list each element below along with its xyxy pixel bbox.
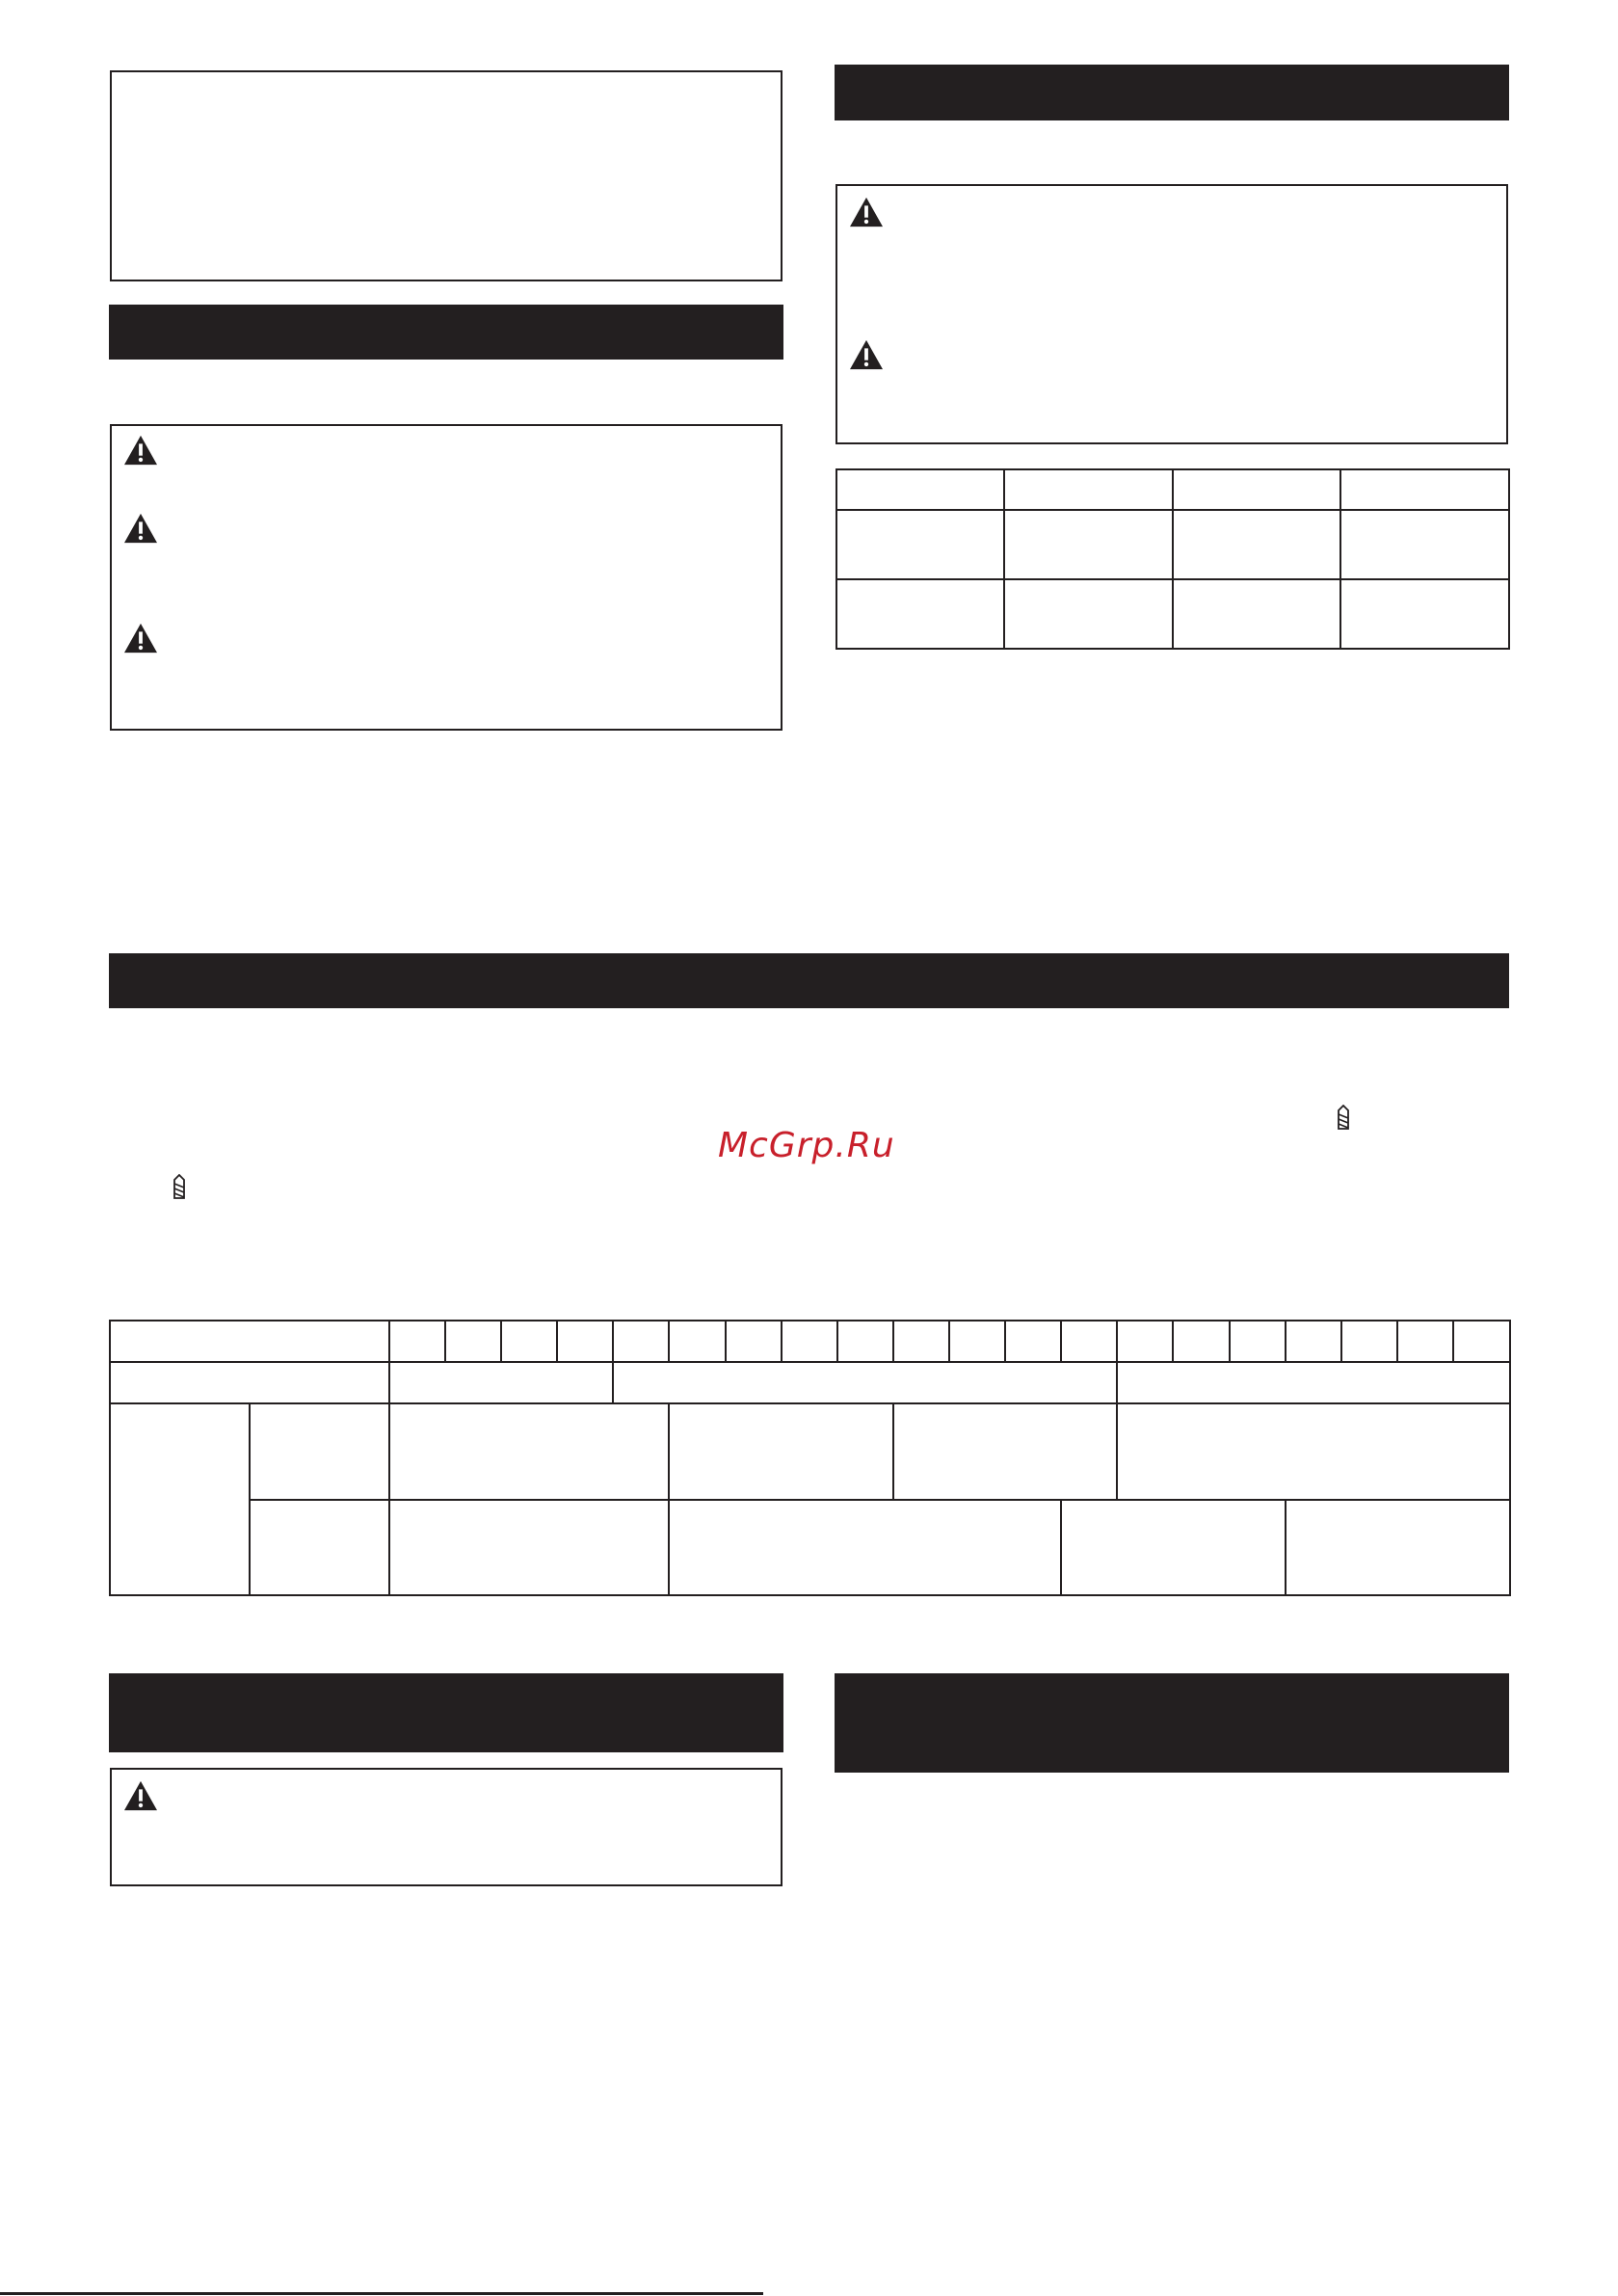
section-heading-bar-left-1 bbox=[109, 305, 783, 360]
section-heading-bar-right-2 bbox=[835, 1673, 1509, 1773]
warning-triangle-icon bbox=[122, 434, 159, 467]
table-cell bbox=[1173, 469, 1340, 510]
table-cell bbox=[1340, 579, 1509, 649]
spec-table-right bbox=[836, 468, 1510, 650]
section-heading-bar-left-2 bbox=[109, 1673, 783, 1752]
table-cell bbox=[1173, 510, 1340, 579]
warning-triangle-icon bbox=[122, 1779, 159, 1812]
warning-box-bottom-left bbox=[110, 1768, 782, 1886]
section-heading-bar-full bbox=[109, 953, 1509, 1008]
table-cell bbox=[1340, 469, 1509, 510]
table-cell bbox=[1173, 579, 1340, 649]
table-cell bbox=[1004, 469, 1173, 510]
warning-triangle-icon bbox=[122, 512, 159, 545]
section-heading-bar-right-1 bbox=[835, 65, 1509, 120]
warning-triangle-icon bbox=[848, 338, 885, 371]
drill-bit-icon bbox=[172, 1174, 186, 1201]
footer-rule bbox=[0, 2292, 763, 2295]
table-cell bbox=[836, 469, 1004, 510]
warning-triangle-icon bbox=[122, 622, 159, 654]
note-box-top-left bbox=[110, 70, 782, 281]
warning-box-right bbox=[836, 184, 1508, 444]
drill-bit-icon bbox=[1337, 1105, 1350, 1132]
torque-setting-table bbox=[109, 1320, 1511, 1596]
watermark: McGrp.Ru bbox=[718, 1126, 895, 1165]
table-cell bbox=[1004, 579, 1173, 649]
table-cell bbox=[1004, 510, 1173, 579]
warning-triangle-icon bbox=[848, 196, 885, 228]
table-cell bbox=[1340, 510, 1509, 579]
table-cell bbox=[836, 510, 1004, 579]
warning-box-left bbox=[110, 424, 782, 731]
table-cell bbox=[836, 579, 1004, 649]
